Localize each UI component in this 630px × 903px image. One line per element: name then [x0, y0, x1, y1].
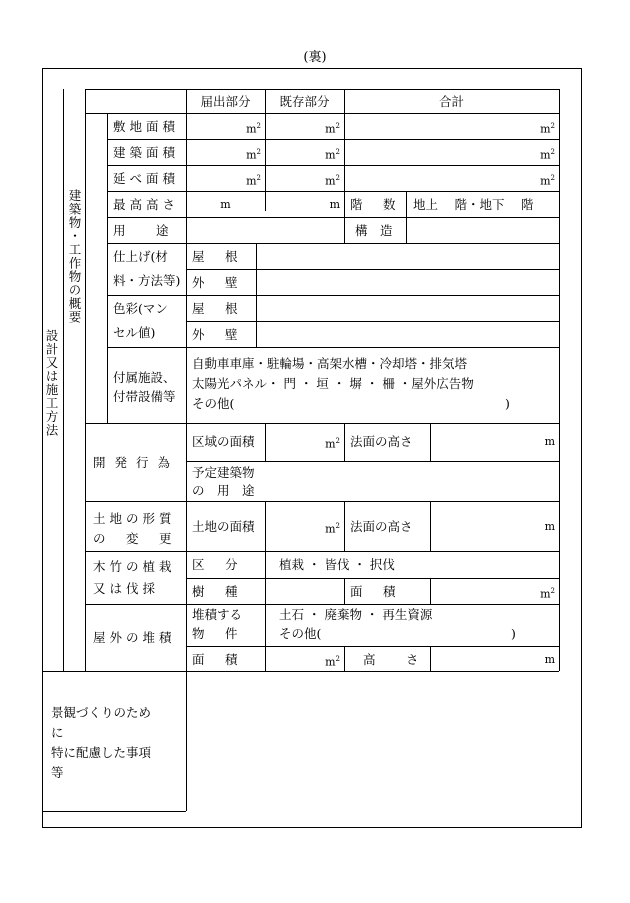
pile-paren: ) — [511, 626, 516, 641]
finish-label-2: 料・方法等) — [113, 273, 181, 288]
land-change-label-2: の 変 更 — [93, 531, 176, 546]
floor-area-label: 延べ面積 — [113, 171, 180, 186]
header-existing: 既存部分 — [279, 94, 330, 109]
section-design-label: 設計又は施工方法 — [44, 329, 59, 437]
ancillary-label-2: 付帯設備等 — [113, 389, 176, 404]
planting-area-label: 面 積 — [350, 584, 400, 599]
land-slope-label: 法面の高さ — [350, 519, 413, 534]
unit-m: m — [220, 198, 231, 211]
unit-sqm: $m^2$ — [540, 122, 555, 136]
roof-label-2: 屋 根 — [192, 301, 242, 316]
ancillary-options-2: 太陽光パネル・ 門 ・ 垣 ・ 塀 ・ 柵 ・屋外広告物 — [192, 376, 474, 391]
development-area-label: 区域の面積 — [192, 434, 255, 449]
unit-sqm: $m^2$ — [325, 522, 340, 536]
unit-sqm: $m^2$ — [325, 148, 340, 162]
finish-label-1: 仕上げ(材 — [113, 249, 168, 264]
wall-label: 外 壁 — [192, 275, 242, 290]
form-frame — [42, 68, 582, 828]
landscape-label-1: 景観づくりのため — [51, 705, 152, 720]
division-label: 区 分 — [192, 557, 242, 572]
unit-sqm: $m^2$ — [540, 587, 555, 601]
building-area-label: 建築面積 — [113, 145, 180, 160]
land-change-label-1: 土地の形質 — [93, 511, 176, 526]
use-label: 用 途 — [113, 223, 178, 238]
unit-sqm: $m^2$ — [325, 122, 340, 136]
development-label: 開発行為 — [93, 455, 180, 470]
unit-sqm: $m^2$ — [325, 437, 340, 451]
pile-other: その他( — [279, 626, 322, 641]
planned-building-2: の 用 途 — [192, 483, 255, 498]
header-reported: 届出部分 — [200, 94, 251, 109]
unit-sqm: $m^2$ — [246, 148, 261, 162]
outdoor-area-label: 面 積 — [192, 652, 242, 667]
ancillary-other: その他( — [192, 396, 235, 411]
wall-label-2: 外 壁 — [192, 327, 242, 342]
pile-label-2: 物 件 — [192, 626, 242, 641]
unit-sqm: $m^2$ — [540, 148, 555, 162]
ancillary-options-1: 自動車車庫・駐輪場・高架水槽・冷却塔・排気塔 — [192, 356, 468, 371]
landscape-label-2: に — [51, 725, 64, 740]
landscape-label-4: 等 — [51, 765, 64, 780]
floors-label: 階 数 — [350, 197, 400, 212]
unit-m: m — [329, 198, 340, 211]
outdoor-label: 屋外の堆積 — [93, 630, 176, 645]
color-label-2: セル値) — [113, 325, 156, 340]
development-slope-label: 法面の高さ — [350, 434, 413, 449]
pile-options: 土石 ・ 廃棄物 ・ 再生資源 — [279, 607, 433, 622]
unit-sqm: $m^2$ — [246, 122, 261, 136]
unit-m: m — [544, 653, 555, 666]
ancillary-paren: ) — [505, 396, 510, 411]
planned-building-1: 予定建築物 — [192, 465, 255, 480]
division-value: 植栽 ・ 皆伐 ・ 択伐 — [279, 557, 395, 572]
planting-label-2: 又は伐採 — [93, 581, 160, 596]
planting-label-1: 木竹の植栽 — [93, 559, 176, 574]
roof-label: 屋 根 — [192, 249, 242, 264]
max-height-label: 最高高さ — [113, 197, 180, 212]
unit-sqm: $m^2$ — [325, 174, 340, 188]
floors-value: 地上 階・地下 階 — [413, 197, 534, 212]
section-overview-label: 建築物・工作物の概要 — [67, 189, 82, 324]
site-area-label: 敷地面積 — [113, 119, 180, 134]
landscape-label-3: 特に配慮した事項 — [51, 745, 152, 760]
header-total: 合計 — [438, 94, 464, 109]
page-title: (裏) — [303, 50, 327, 65]
unit-m: m — [544, 520, 555, 533]
unit-sqm: $m^2$ — [325, 655, 340, 669]
unit-m: m — [544, 435, 555, 448]
pile-label-1: 堆積する — [192, 607, 243, 622]
outdoor-height-label: 高 さ — [363, 652, 428, 667]
color-label-1: 色彩(マン — [113, 301, 168, 316]
unit-sqm: $m^2$ — [540, 174, 555, 188]
species-label: 樹 種 — [192, 584, 242, 599]
unit-sqm: $m^2$ — [246, 174, 261, 188]
ancillary-label-1: 付属施設、 — [113, 370, 176, 385]
structure-label: 構 造 — [355, 223, 393, 238]
land-area-label: 土地の面積 — [192, 519, 255, 534]
